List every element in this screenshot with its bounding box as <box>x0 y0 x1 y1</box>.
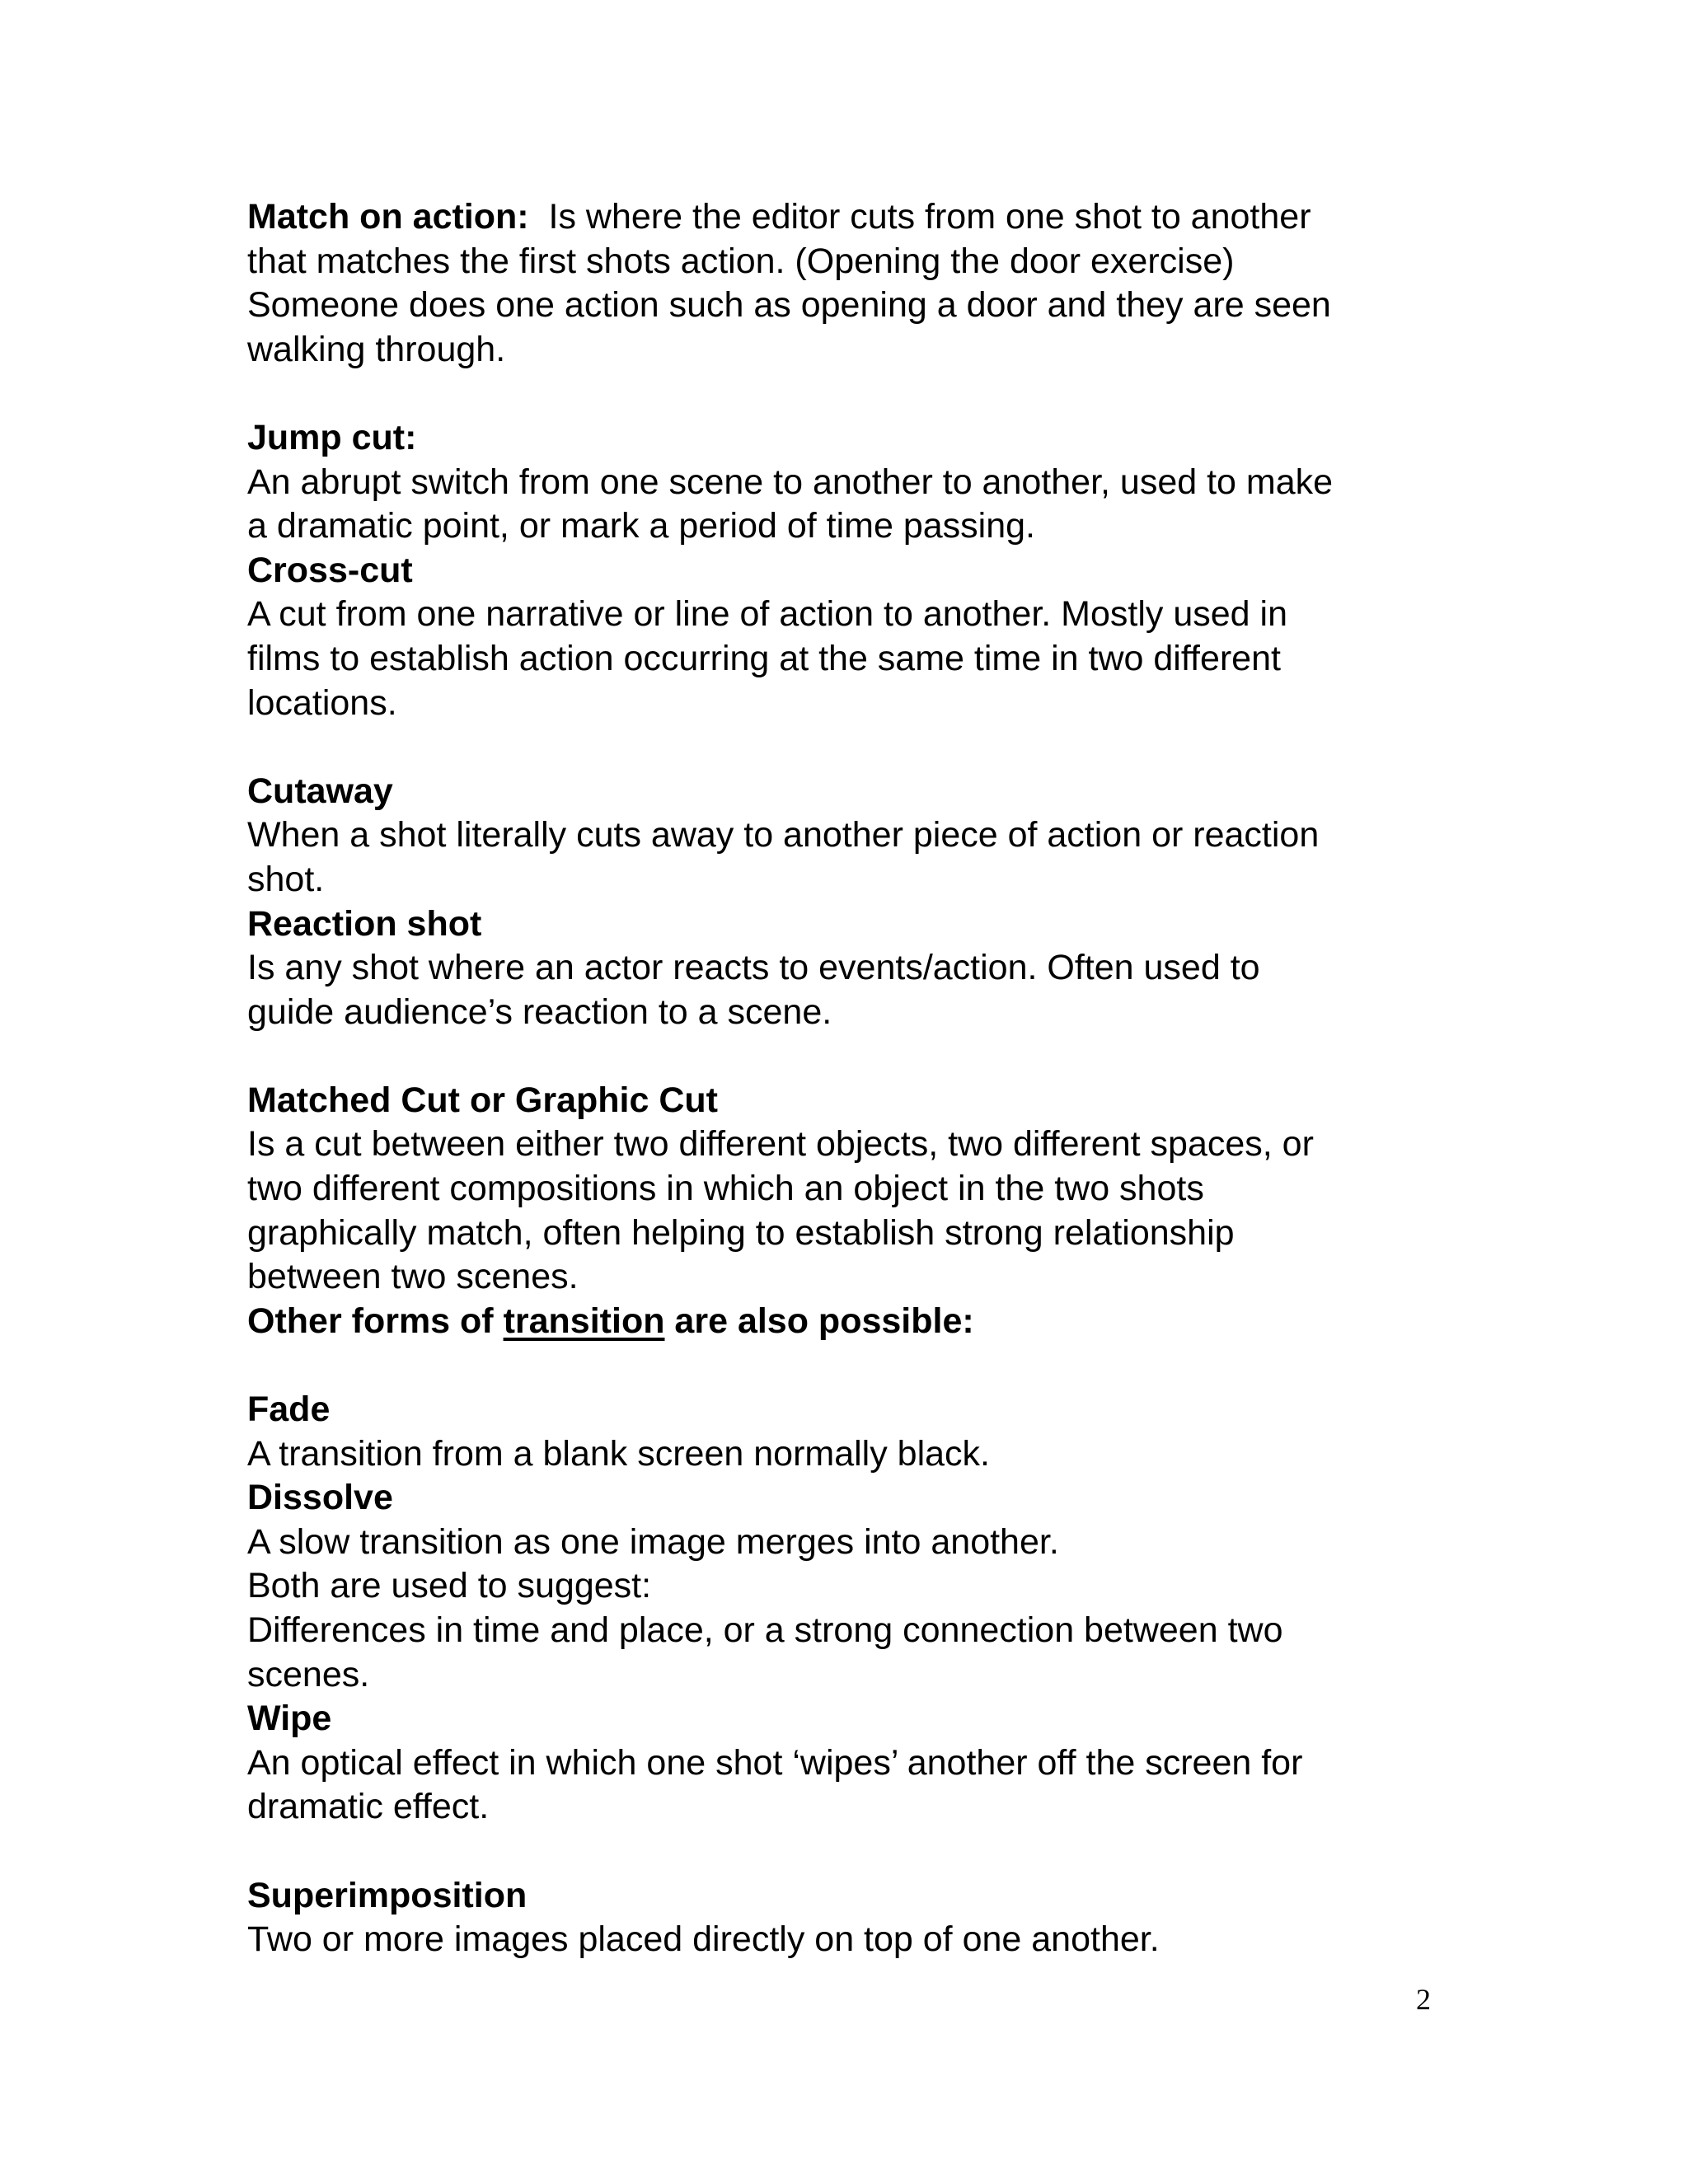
definition-line: guide audience’s reaction to a scene. <box>247 991 832 1032</box>
term-heading: Matched Cut or Graphic Cut <box>247 1080 718 1120</box>
definition-line: locations. <box>247 682 397 723</box>
definition-line: Is a cut between either two different objects, two different spaces, or <box>247 1124 1314 1165</box>
entry-cutaway <box>247 770 1467 902</box>
entry-wipe <box>247 1697 1467 1830</box>
term-heading: Jump cut: <box>247 417 417 457</box>
heading-text: Other forms of <box>247 1301 504 1341</box>
term-heading: Match on action: <box>247 197 529 237</box>
entry-superimposition <box>247 1874 1467 1962</box>
transition-underlined-term: transition <box>503 1301 665 1341</box>
entry-cross-cut <box>247 549 1467 725</box>
term-heading: Dissolve <box>247 1478 393 1518</box>
term-heading: Fade <box>247 1390 331 1430</box>
definition-line: shot. <box>247 859 325 899</box>
definition-line: walking through. <box>247 329 506 369</box>
definition-line: An optical effect in which one shot ‘wipes’ another off the screen for <box>247 1742 1303 1783</box>
definition-line: Someone does one action such as opening a door and they are seen <box>247 285 1331 326</box>
definition-line: When a shot literally cuts away to another piece of action or reaction <box>247 815 1320 855</box>
paragraph-spacer <box>247 725 1467 770</box>
definition-line: An abrupt switch from one scene to another to another, used to make <box>247 462 1334 502</box>
paragraph-spacer <box>247 1343 1467 1388</box>
document-body <box>247 195 1467 1962</box>
term-heading: Cutaway <box>247 771 393 811</box>
definition-line: graphically match, often helping to establish strong relationship <box>247 1212 1235 1253</box>
definition-line: A transition from a blank screen normally black. <box>247 1433 991 1474</box>
entry-line <box>247 195 1467 240</box>
definition-line: A cut from one narrative or line of action to another. Mostly used in <box>247 594 1288 635</box>
paragraph-spacer <box>247 372 1467 416</box>
definition-line: a dramatic point, or mark a period of time passing. <box>247 506 1035 546</box>
definition-line: dramatic effect. <box>247 1787 490 1827</box>
entry-dissolve <box>247 1476 1467 1697</box>
definition-line: films to establish action occurring at the same time in two different <box>247 638 1281 678</box>
definition-line: Is any shot where an actor reacts to events/action. Often used to <box>247 948 1260 988</box>
definition-line: scenes. <box>247 1654 370 1694</box>
definition-line: Two or more images placed directly on top of one another. <box>247 1919 1160 1960</box>
term-heading: Wipe <box>247 1699 332 1739</box>
other-forms-heading <box>247 1300 1467 1344</box>
definition-line: two different compositions in which an object in the two shots <box>247 1169 1204 1209</box>
definition-line: Differences in time and place, or a strong connection between two <box>247 1610 1283 1650</box>
definition-line: A slow transition as one image merges into another. <box>247 1521 1059 1562</box>
paragraph-spacer <box>247 1830 1467 1874</box>
entry-match-on-action <box>247 195 1467 372</box>
entry-fade <box>247 1388 1467 1476</box>
entry-matched-cut <box>247 1079 1467 1300</box>
page-number: 2 <box>1416 1983 1431 2016</box>
definition-text: Is where the editor cuts from one shot to another <box>548 197 1311 237</box>
paragraph-spacer <box>247 1034 1467 1079</box>
definition-line: that matches the first shots action. (Opening the door exercise) <box>247 241 1235 281</box>
entry-jump-cut <box>247 416 1467 549</box>
term-heading: Cross-cut <box>247 550 413 590</box>
definition-line: between two scenes. <box>247 1257 579 1297</box>
heading-text: are also possible: <box>664 1301 974 1341</box>
term-heading: Superimposition <box>247 1875 528 1915</box>
entry-reaction-shot <box>247 902 1467 1035</box>
term-heading: Reaction shot <box>247 903 482 944</box>
definition-line: Both are used to suggest: <box>247 1566 652 1606</box>
